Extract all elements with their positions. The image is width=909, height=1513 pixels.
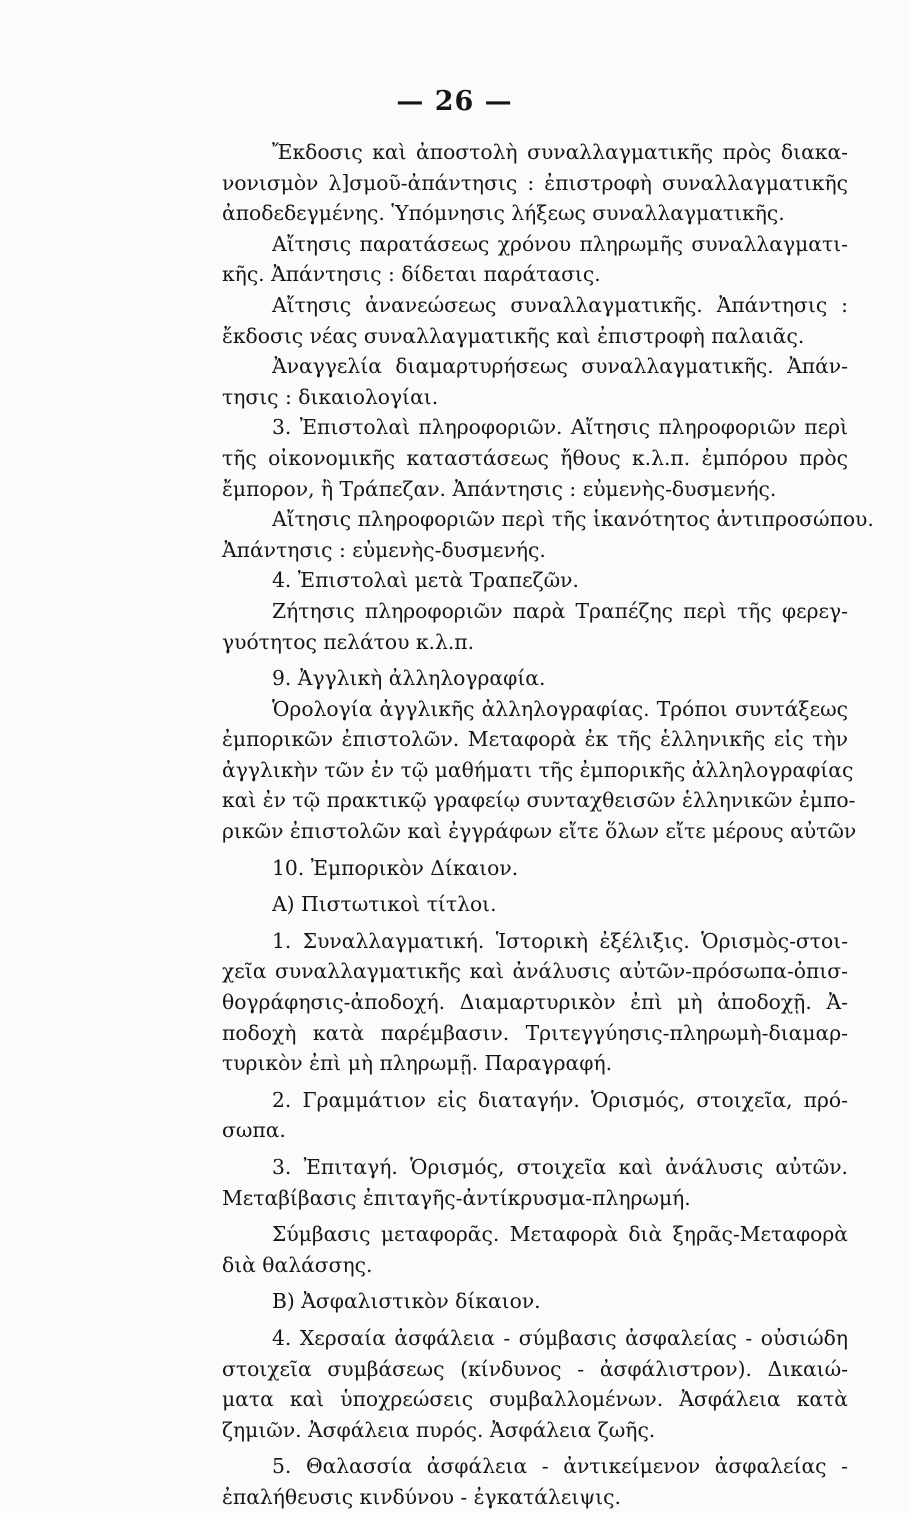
text-line: Α) Πιστωτικοὶ τίτλοι. [272, 892, 497, 917]
text-line: Αἴτησις παρατάσεως χρόνου πληρωμῆς συναλλαγματι- [272, 231, 848, 256]
text-line: ρικῶν ἐπιστολῶν καὶ ἐγγράφων εἴτε ὅλων εἴτε μέρους αὐτῶν [222, 819, 857, 844]
text-line: ἔκδοσις νέας συναλλαγματικῆς καὶ ἐπιστροφὴ παλαιᾶς. [222, 323, 805, 348]
text-line: Μεταβίβασις ἐπιταγῆς-ἀντίκρυσμα-πληρωμή. [222, 1185, 691, 1210]
text-line: νονισμὸν λ]σμοῦ-ἀπάντησις : ἐπιστροφὴ συναλλαγματικῆς [222, 170, 848, 195]
text-line: 2. Γραμμάτιον εἰς διαταγήν. Ὁρισμός, στοιχεῖα, πρό- [272, 1087, 848, 1112]
text-line: ἔμπορον, ἢ Τράπεζαν. Ἀπάντησις : εὐμενὴς-δυσμενής. [222, 476, 777, 501]
text-line: 9. Ἀγγλικὴ ἀλληλογραφία. [272, 666, 546, 691]
text-line: Σύμβασις μεταφορᾶς. Μεταφορὰ διὰ ξηρᾶς-Μεταφορὰ [272, 1222, 848, 1247]
text-line: 1. Συναλλαγματική. Ἱστορικὴ ἐξέλιξις. Ὁρισμὸς-στοι- [272, 928, 848, 953]
page-number: — 26 — [396, 86, 513, 117]
text-line: γυότητος πελάτου κ.λ.π. [222, 629, 475, 654]
text-line: Ἔκδοσις καὶ ἀποστολὴ συναλλαγματικῆς πρὸς διακα- [272, 140, 848, 164]
text-line: ἀποδεδεγμένης. Ὑπόμνησις λήξεως συναλλαγματικῆς. [222, 201, 785, 226]
text-line: τῆς οἰκονομικῆς καταστάσεως ἤθους κ.λ.π. ἐμπόρου πρὸς [222, 445, 848, 470]
text-line: ἐπαλήθευσις κινδύνου - ἐγκατάλειψις. [222, 1484, 621, 1509]
text-line: 5. Θαλασσία ἀσφάλεια - ἀντικείμενον ἀσφαλείας - [272, 1454, 848, 1479]
text-line: 4. Ἐπιστολαὶ μετὰ Τραπεζῶν. [272, 568, 579, 593]
text-line: 3. Ἐπιστολαὶ πληροφοριῶν. Αἴτησις πληροφοριῶν περὶ [272, 415, 848, 440]
text-line: Ζήτησις πληροφοριῶν παρὰ Τραπέζης περὶ τῆς φερεγ- [272, 598, 848, 623]
text-line: χεῖα συναλλαγματικῆς καὶ ἀνάλυσις αὐτῶν-πρόσωπα-ὀπισ- [222, 959, 848, 984]
text-line: 3. Ἐπιταγή. Ὁρισμός, στοιχεῖα καὶ ἀνάλυσις αὐτῶν. [272, 1155, 848, 1179]
text-line: θογράφησις-ἀποδοχή. Διαμαρτυρικὸν ἐπὶ μὴ ἀποδοχῇ. Ἀ- [222, 990, 848, 1015]
text-line: στοιχεῖα συμβάσεως (κίνδυνος - ἀσφάλιστρον). Δικαιώ- [222, 1356, 848, 1381]
text-line: Ἀναγγελία διαμαρτυρήσεως συναλλαγματικῆς. Ἀπάν- [272, 354, 848, 379]
text-line: ἐμπορικῶν ἐπιστολῶν. Μεταφορὰ ἐκ τῆς ἑλληνικῆς εἰς τὴν [222, 727, 848, 752]
text-line: 4. Χερσαία ἀσφάλεια - σύμβασις ἀσφαλείας - οὐσιώδη [272, 1325, 848, 1350]
text-line: Αἴτησις πληροφοριῶν περὶ τῆς ἱκανότητος ἀντιπροσώπου. [272, 507, 874, 532]
text-line: τησις : δικαιολογίαι. [222, 384, 439, 409]
text-line: καὶ ἐν τῷ πρακτικῷ γραφείῳ συνταχθεισῶν ἑλληνικῶν ἐμπο- [222, 788, 856, 813]
text-line: διὰ θαλάσσης. [222, 1252, 373, 1277]
text-line: κῆς. Ἀπάντησις : δίδεται παράτασις. [222, 262, 601, 287]
text-line: ἀγγλικὴν τῶν ἐν τῷ μαθήματι τῆς ἐμπορικῆς ἀλληλογραφίας [222, 757, 854, 782]
text-line: Β) Ἀσφαλιστικὸν δίκαιον. [272, 1289, 541, 1314]
text-line: σωπα. [222, 1118, 286, 1143]
text-line: Ὁρολογία ἀγγλικῆς ἀλληλογραφίας. Τρόποι συντάξεως [272, 696, 848, 721]
text-line: τυρικὸν ἐπὶ μὴ πληρωμῇ. Παραγραφή. [222, 1051, 613, 1076]
text-line: 10. Ἐμπορικὸν Δίκαιον. [272, 855, 519, 880]
text-line: ματα καὶ ὑποχρεώσεις συμβαλλομένων. Ἀσφάλεια κατὰ [222, 1387, 848, 1412]
body-text [222, 137, 874, 1513]
text-line: ποδοχὴ κατὰ παρέμβασιν. Τριτεγγύησις-πληρωμὴ-διαμαρ- [222, 1020, 848, 1045]
text-line: Ἀπάντησις : εὐμενὴς-δυσμενής. [222, 537, 546, 562]
text-line: Αἴτησις ἀνανεώσεως συναλλαγματικῆς. Ἀπάντησις : [272, 292, 848, 317]
text-line: ζημιῶν. Ἀσφάλεια πυρός. Ἀσφάλεια ζωῆς. [222, 1417, 656, 1442]
